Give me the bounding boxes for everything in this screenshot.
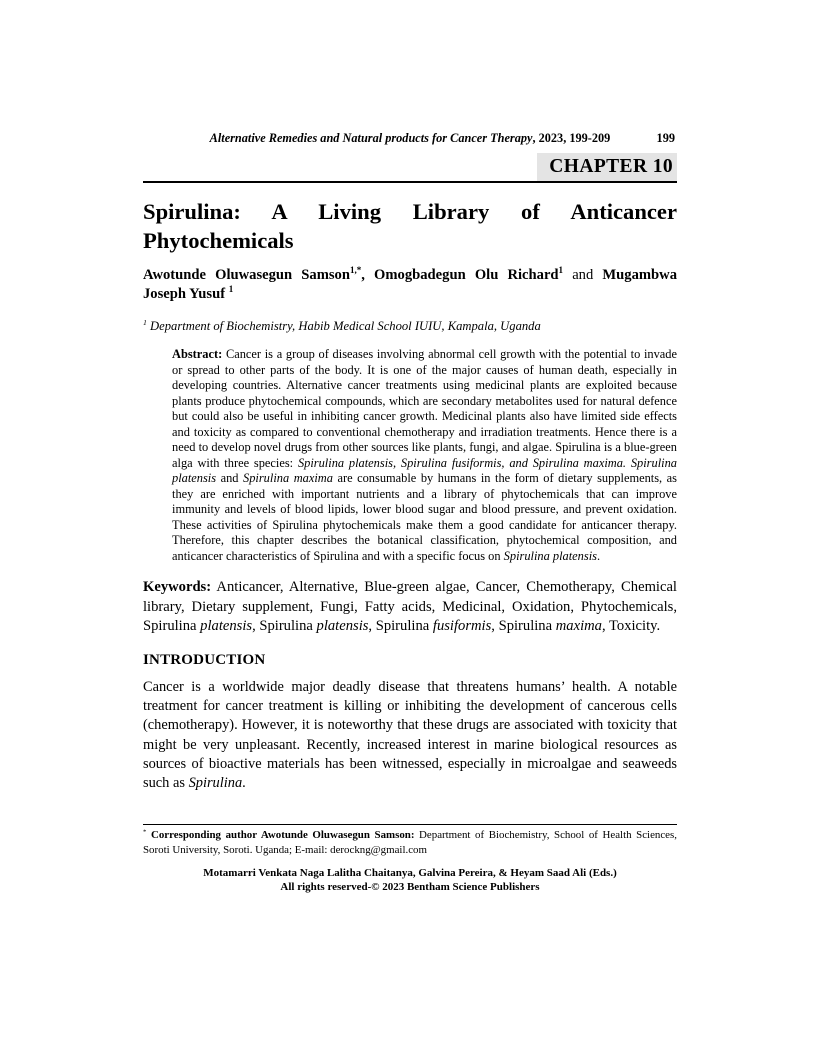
running-header — [143, 131, 677, 146]
author-1: Awotunde Oluwasegun Samson — [143, 266, 350, 283]
keywords-text-3: , Spirulina — [368, 618, 433, 635]
footnote-text: Department of Biochemistry, School of Health Sciences, Soroti University, Soroti. Uganda; E-mail: derockng@gmail.com — [143, 829, 677, 856]
author-separator: , — [361, 266, 375, 283]
author-3-superscript: 1 — [228, 284, 234, 295]
keywords-paragraph — [143, 578, 677, 637]
authors-line — [143, 266, 677, 305]
abstract-label: Abstract: — [172, 347, 223, 361]
footnote-bold-text: Corresponding author Awotunde Oluwasegun Samson: — [146, 829, 415, 841]
abstract-text-1: Cancer is a group of diseases involving abnormal cell growth with the potential to invade or spread to other parts of the body. It is one of the major causes of human death, especially in developing countries. Alternative cancer treatments using medicinal plants are exploited because plants produce phytochemical compounds, which are secondary metabolites used for natural defence but could also be useful in inhibiting cancer growth. Medicinal plants also have limited side effects and toxicity as compared to conventional chemotherapy and irradiation treatments. Hence there is a need to develop novel drugs from other sources like plants, fungi, and algae. Spirulina is a blue-green alga with three species: — [172, 347, 677, 470]
keywords-species-1: platensis — [200, 618, 253, 635]
footnote-divider — [143, 824, 677, 825]
introduction-species: Spirulina — [188, 775, 243, 792]
keywords-species-2: platensis — [316, 618, 369, 635]
abstract-paragraph — [172, 347, 677, 564]
journal-meta: , 2023, 199-209 — [532, 131, 611, 145]
introduction-heading: INTRODUCTION — [143, 651, 266, 668]
affiliation-text: Department of Biochemistry, Habib Medical School IUIU, Kampala, Uganda — [146, 319, 541, 333]
affiliation-superscript: 1 — [143, 317, 147, 327]
editors-line: Motamarri Venkata Naga Lalitha Chaitanya, Galvina Pereira, & Heyam Saad Ali (Eds.) — [203, 866, 617, 879]
chapter-banner: CHAPTER 10 — [537, 153, 677, 181]
journal-title: Alternative Remedies and Natural products for Cancer Therapy — [209, 131, 533, 145]
introduction-text-2: . — [242, 775, 246, 792]
page-footer-block — [143, 824, 677, 895]
author-3: Mugambwa Joseph Yusuf — [143, 266, 677, 302]
page-content — [143, 0, 677, 894]
author-1-superscript: 1,* — [349, 264, 362, 275]
abstract-species-4: Spirulina platensis — [503, 548, 597, 563]
abstract-text-4: are consumable by humans in the form of dietary supplements, as they are enriched with important nutrients and a library of phytochemicals that can improve immunity and levels of blood lipids, lower blood sugar and blood pressure, and prevent oxidation. These activities of Spirulina phytochemicals make them a good candidate for anticancer therapy. Therefore, this chapter describes the botanical classification, phytochemical composition, and anticancer characteristics of Spirulina and with a specific focus on — [172, 471, 677, 563]
keywords-text-5: , Toxicity. — [601, 618, 661, 635]
publisher-footer — [143, 866, 677, 895]
abstract-species-1: Spirulina platensis, Spirulina fusiformis, and Spirulina maxima. — [297, 455, 627, 470]
page-number: 199 — [656, 131, 675, 145]
footnote-asterisk: * — [143, 828, 147, 836]
keywords-text-1: Anticancer, Alternative, Blue-green algae, Cancer, Chemotherapy, Chemical library, Dietary supplement, Fungi, Fatty acids, Medicinal, Oxidation, Phytochemicals, Spirulina — [143, 579, 677, 635]
rights-line: All rights reserved-© 2023 Bentham Science Publishers — [280, 881, 540, 894]
affiliation-line — [143, 319, 677, 334]
chapter-title: Spirulina: A Living Library of Anticancer Phytochemicals — [143, 199, 677, 253]
corresponding-author-footnote — [143, 828, 677, 858]
abstract-text-3: and — [216, 471, 244, 485]
abstract-species-3: Spirulina maxima — [243, 471, 333, 485]
introduction-text-1: Cancer is a worldwide major deadly disease that threatens humans’ health. A notable treatment for cancer treatment is killing or inhibiting the development of cancerous cells (chemotherapy). However, it is noteworthy that these drugs are associated with toxicity that might be very unpleasant. Recently, increased interest in marine biological resources as sources of bioactive materials has been witnessed, especially in microalgae and seaweeds such as — [143, 678, 677, 792]
running-header-title — [210, 131, 611, 145]
abstract-species-2: Spirulina platensis — [172, 455, 677, 485]
keywords-species-3: fusiformis — [432, 618, 492, 635]
keywords-text-2: , Spirulina — [252, 618, 317, 635]
chapter-rule-row — [143, 153, 677, 183]
author-2-superscript: 1 — [558, 264, 564, 275]
introduction-paragraph — [143, 678, 677, 794]
author-2: Omogbadegun Olu Richard — [374, 266, 559, 283]
keywords-text-4: , Spirulina — [491, 618, 556, 635]
abstract-text-5: . — [596, 548, 601, 563]
keywords-label: Keywords: — [143, 579, 212, 595]
keywords-species-4: maxima — [555, 618, 602, 635]
authors-and: and — [563, 266, 603, 283]
